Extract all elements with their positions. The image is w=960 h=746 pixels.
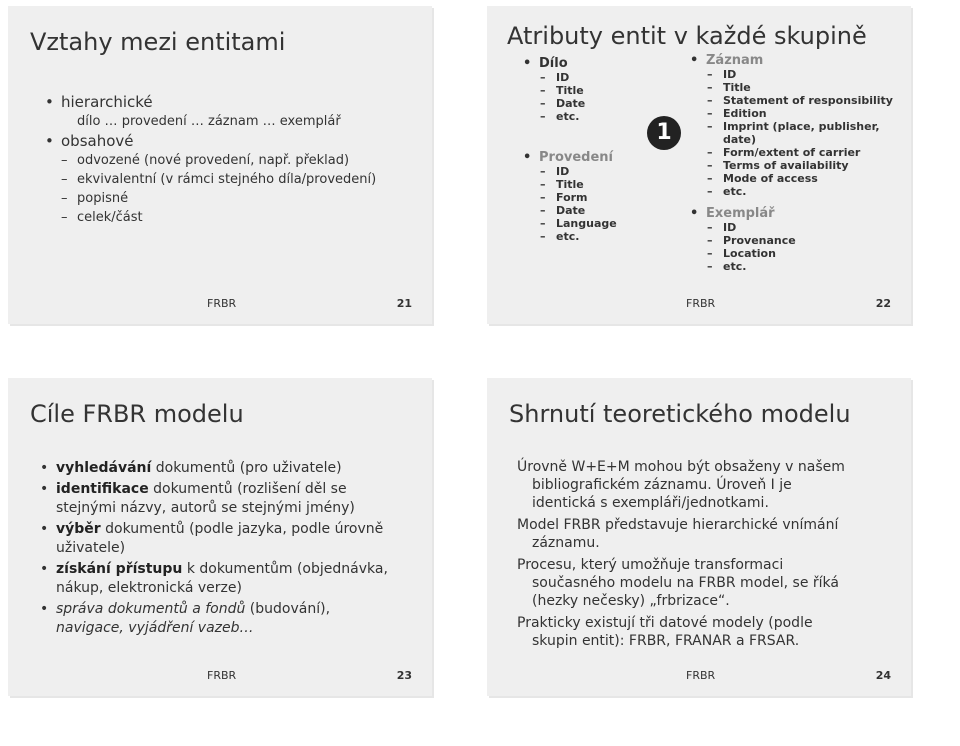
- item-keyword: vyhledávání: [56, 460, 152, 476]
- attr: – ID: [723, 221, 796, 234]
- footer-label: FRBR: [207, 669, 237, 682]
- item-keyword: správa dokumentů a fondů: [56, 601, 246, 617]
- paragraph: Procesu, který umožňuje transformaci současného modelu na FRBR model, se říká (hezky nečesky) „frbrizace“.: [517, 557, 839, 609]
- attr: – Date: [556, 204, 617, 217]
- attr: – Form/extent of carrier: [723, 146, 893, 159]
- list-item: [61, 131, 376, 227]
- attr: – ID: [556, 165, 617, 178]
- entity-dilo: [539, 56, 585, 123]
- footer-label: FRBR: [686, 669, 716, 682]
- attr: – Title: [556, 178, 617, 191]
- list-item: [56, 600, 396, 638]
- attr: – Title: [723, 81, 893, 94]
- slide-title: Cíle FRBR modelu: [30, 400, 244, 428]
- list-item: [56, 520, 396, 558]
- attr: – Mode of access: [723, 172, 893, 185]
- entity-provedeni: [539, 150, 617, 243]
- slide-title: Atributy entit v každé skupině: [507, 22, 867, 50]
- item-keyword: získání přístupu: [56, 561, 183, 577]
- entity-label: • Záznam: [706, 53, 893, 68]
- goals-list: [56, 459, 396, 640]
- page-number: 23: [396, 669, 412, 682]
- list-item: [56, 560, 396, 598]
- item-keyword: identifikace: [56, 481, 149, 497]
- attr: – Date: [556, 97, 585, 110]
- sub-item: – celek/část: [77, 208, 376, 227]
- item-label: hierarchické: [61, 93, 153, 111]
- sub-item: – odvozené (nové provedení, např. překlad): [77, 151, 376, 170]
- entity-exemplar: [706, 206, 796, 273]
- attr: – Location: [723, 247, 796, 260]
- entity-label: • Exemplář: [706, 206, 796, 221]
- slide-24: [487, 378, 911, 696]
- attr: – Imprint (place, publisher,: [723, 120, 893, 133]
- attr: – Edition: [723, 107, 893, 120]
- sub-item: – popisné: [77, 189, 376, 208]
- item-text: dokumentů (rozlišení děl se stejnými názvy, autorů se stejnými jmény): [56, 481, 355, 516]
- entity-zaznam: [706, 53, 893, 198]
- page-number: 22: [875, 297, 891, 310]
- item-text: dokumentů (pro uživatele): [151, 460, 342, 476]
- footer-label: FRBR: [207, 297, 237, 310]
- attr: – ID: [556, 71, 585, 84]
- paragraph: Model FRBR představuje hierarchické vnímání záznamu.: [517, 517, 839, 551]
- item-label: obsahové: [61, 132, 134, 150]
- item-text: dokumentů (podle jazyka, podle úrovně uživatele): [56, 521, 384, 556]
- list-item: [56, 480, 396, 518]
- attr: – Terms of availability: [723, 159, 893, 172]
- relations-list: [61, 92, 376, 227]
- attr: – etc.: [723, 185, 893, 198]
- sub-item: – ekvivalentní (v rámci stejného díla/provedení): [77, 170, 376, 189]
- slide-21: [8, 6, 432, 324]
- slide-22: [487, 6, 911, 324]
- attr: – etc.: [556, 230, 617, 243]
- slide-title: Shrnutí teoretického modelu: [509, 400, 851, 428]
- summary-paragraphs: [517, 458, 857, 654]
- slide-title: Vztahy mezi entitami: [30, 28, 286, 56]
- number-one-icon: 1: [647, 116, 681, 150]
- attr: – Provenance: [723, 234, 796, 247]
- page-number: 21: [396, 297, 412, 310]
- item-text: (budování),: [245, 601, 331, 617]
- footer-label: FRBR: [686, 297, 716, 310]
- attr: – Title: [556, 84, 585, 97]
- attr: – Statement of responsibility: [723, 94, 893, 107]
- paragraph: Prakticky existují tři datové modely (podle skupin entit): FRBR, FRANAR a FRSAR.: [517, 615, 813, 649]
- attr: – Language: [556, 217, 617, 230]
- attr: – etc.: [723, 260, 796, 273]
- attr: – ID: [723, 68, 893, 81]
- slide-23: [8, 378, 432, 696]
- item-text: k dokumentům (objednávka, nákup, elektronická verze): [56, 561, 388, 596]
- paragraph: Úrovně W+E+M mohou být obsaženy v našem bibliografickém záznamu. Úroveň I je identická s exempláři/jednotkami.: [517, 459, 845, 511]
- attr: – etc.: [556, 110, 585, 123]
- entity-label: • Dílo: [539, 56, 585, 71]
- attr: date): [723, 133, 757, 146]
- attr: – Form: [556, 191, 617, 204]
- list-item: [56, 459, 396, 478]
- sub-item: dílo … provedení … záznam … exemplář: [77, 114, 341, 129]
- entity-label: • Provedení: [539, 150, 617, 165]
- page-number: 24: [875, 669, 891, 682]
- list-item: [61, 92, 376, 131]
- item-keyword: výběr: [56, 521, 101, 537]
- item-text-italic: navigace, vyjádření vazeb…: [56, 620, 254, 636]
